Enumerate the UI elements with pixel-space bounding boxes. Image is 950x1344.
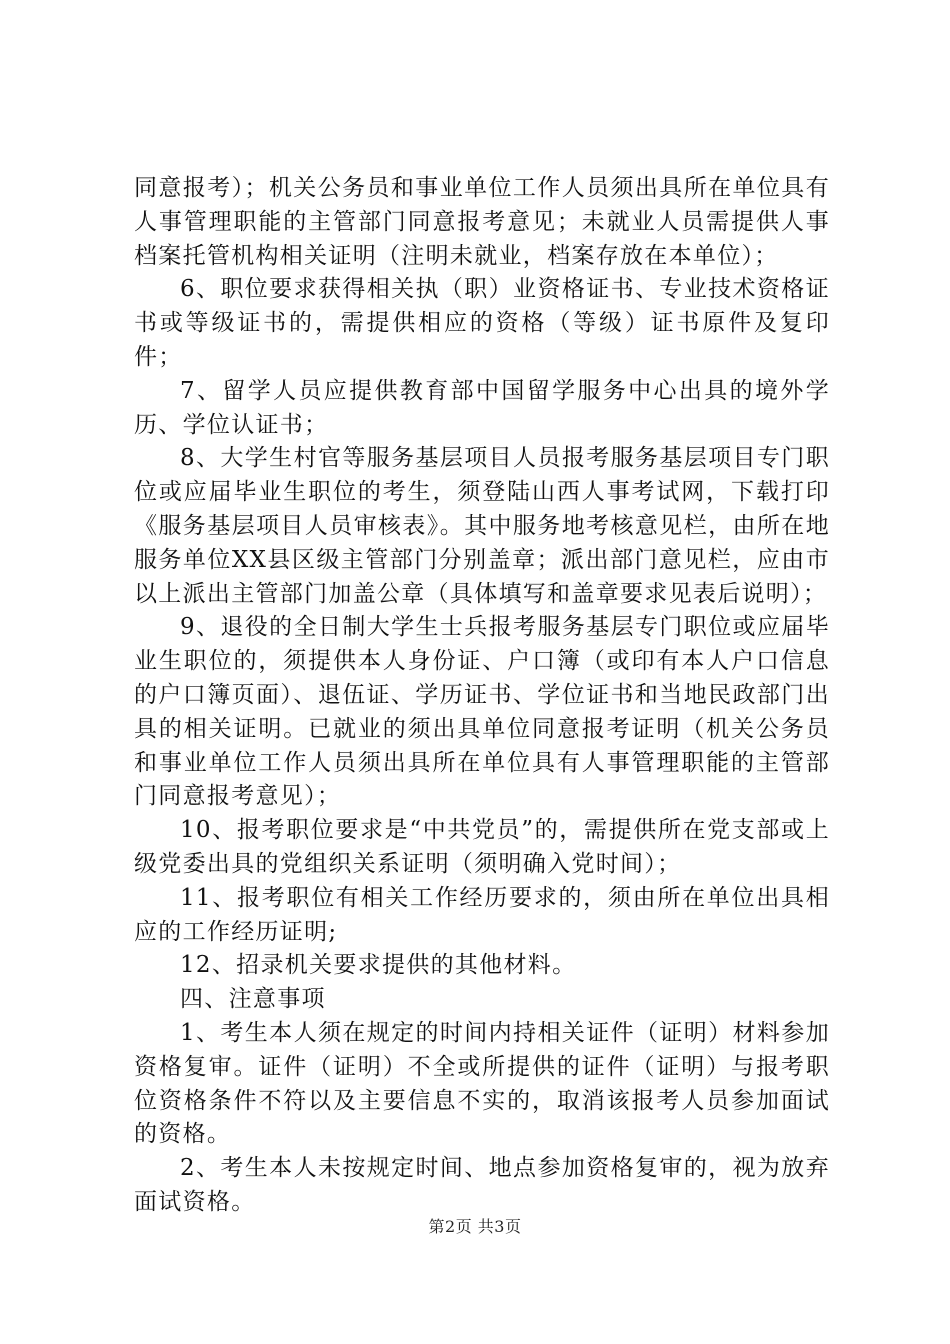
paragraph-item-11: 11、报考职位有相关工作经历要求的，须由所在单位出具相应的工作经历证明; [134, 884, 830, 945]
page-number-label: 第2页 共3页 [428, 1217, 522, 1236]
paragraph-item-7: 7、留学人员应提供教育部中国留学服务中心出具的境外学历、学位认证书； [134, 377, 830, 438]
paragraph-note-1: 1、考生本人须在规定的时间内持相关证件（证明）材料参加资格复审。证件（证明）不全或所提供的证件（证明）与报考职位资格条件不符以及主要信息不实的，取消该报考人员参加面试的资格。 [134, 1019, 830, 1148]
paragraph-item-9: 9、退役的全日制大学生士兵报考服务基层专门职位或应届毕业生职位的，须提供本人身份证、户口簿（或印有本人户口信息的户口簿页面）、退伍证、学历证书、学位证书和当地民政部门出具的相关证明。已就业的须出具单位同意报考证明（机关公务员和事业单位工作人员须出具所在单位具有人事管理职能的主管部门同意报考意见）； [134, 614, 830, 810]
page-footer [0, 1214, 950, 1237]
paragraph-note-2: 2、考生本人未按规定时间、地点参加资格复审的，视为放弃面试资格。 [134, 1155, 830, 1215]
paragraph-continuation: 同意报考）；机关公务员和事业单位工作人员须出具所在单位具有人事管理职能的主管部门同意报考意见；未就业人员需提供人事档案托管机构相关证明（注明未就业，档案存放在本单位）； [134, 175, 830, 269]
paragraph-item-8: 8、大学生村官等服务基层项目人员报考服务基层项目专门职位或应届毕业生职位的考生，须登陆山西人事考试网，下载打印《服务基层项目人员审核表》。其中服务地考核意见栏，由所在地服务单位XX县区级主管部门分别盖章；派出部门意见栏，应由市以上派出主管部门加盖公章（具体填写和盖章要求见表后说明）； [134, 445, 830, 607]
paragraph-item-10: 10、报考职位要求是“中共党员”的，需提供所在党支部或上级党委出具的党组织关系证明（须明确入党时间）； [134, 817, 830, 877]
section-heading-notes: 四、注意事项 [180, 986, 326, 1013]
paragraph-item-12: 12、招录机关要求提供的其他材料。 [180, 952, 577, 979]
document-body [134, 172, 830, 1220]
paragraph-item-6: 6、职位要求获得相关执（职）业资格证书、专业技术资格证书或等级证书的，需提供相应的资格（等级）证书原件及复印件； [134, 276, 830, 370]
